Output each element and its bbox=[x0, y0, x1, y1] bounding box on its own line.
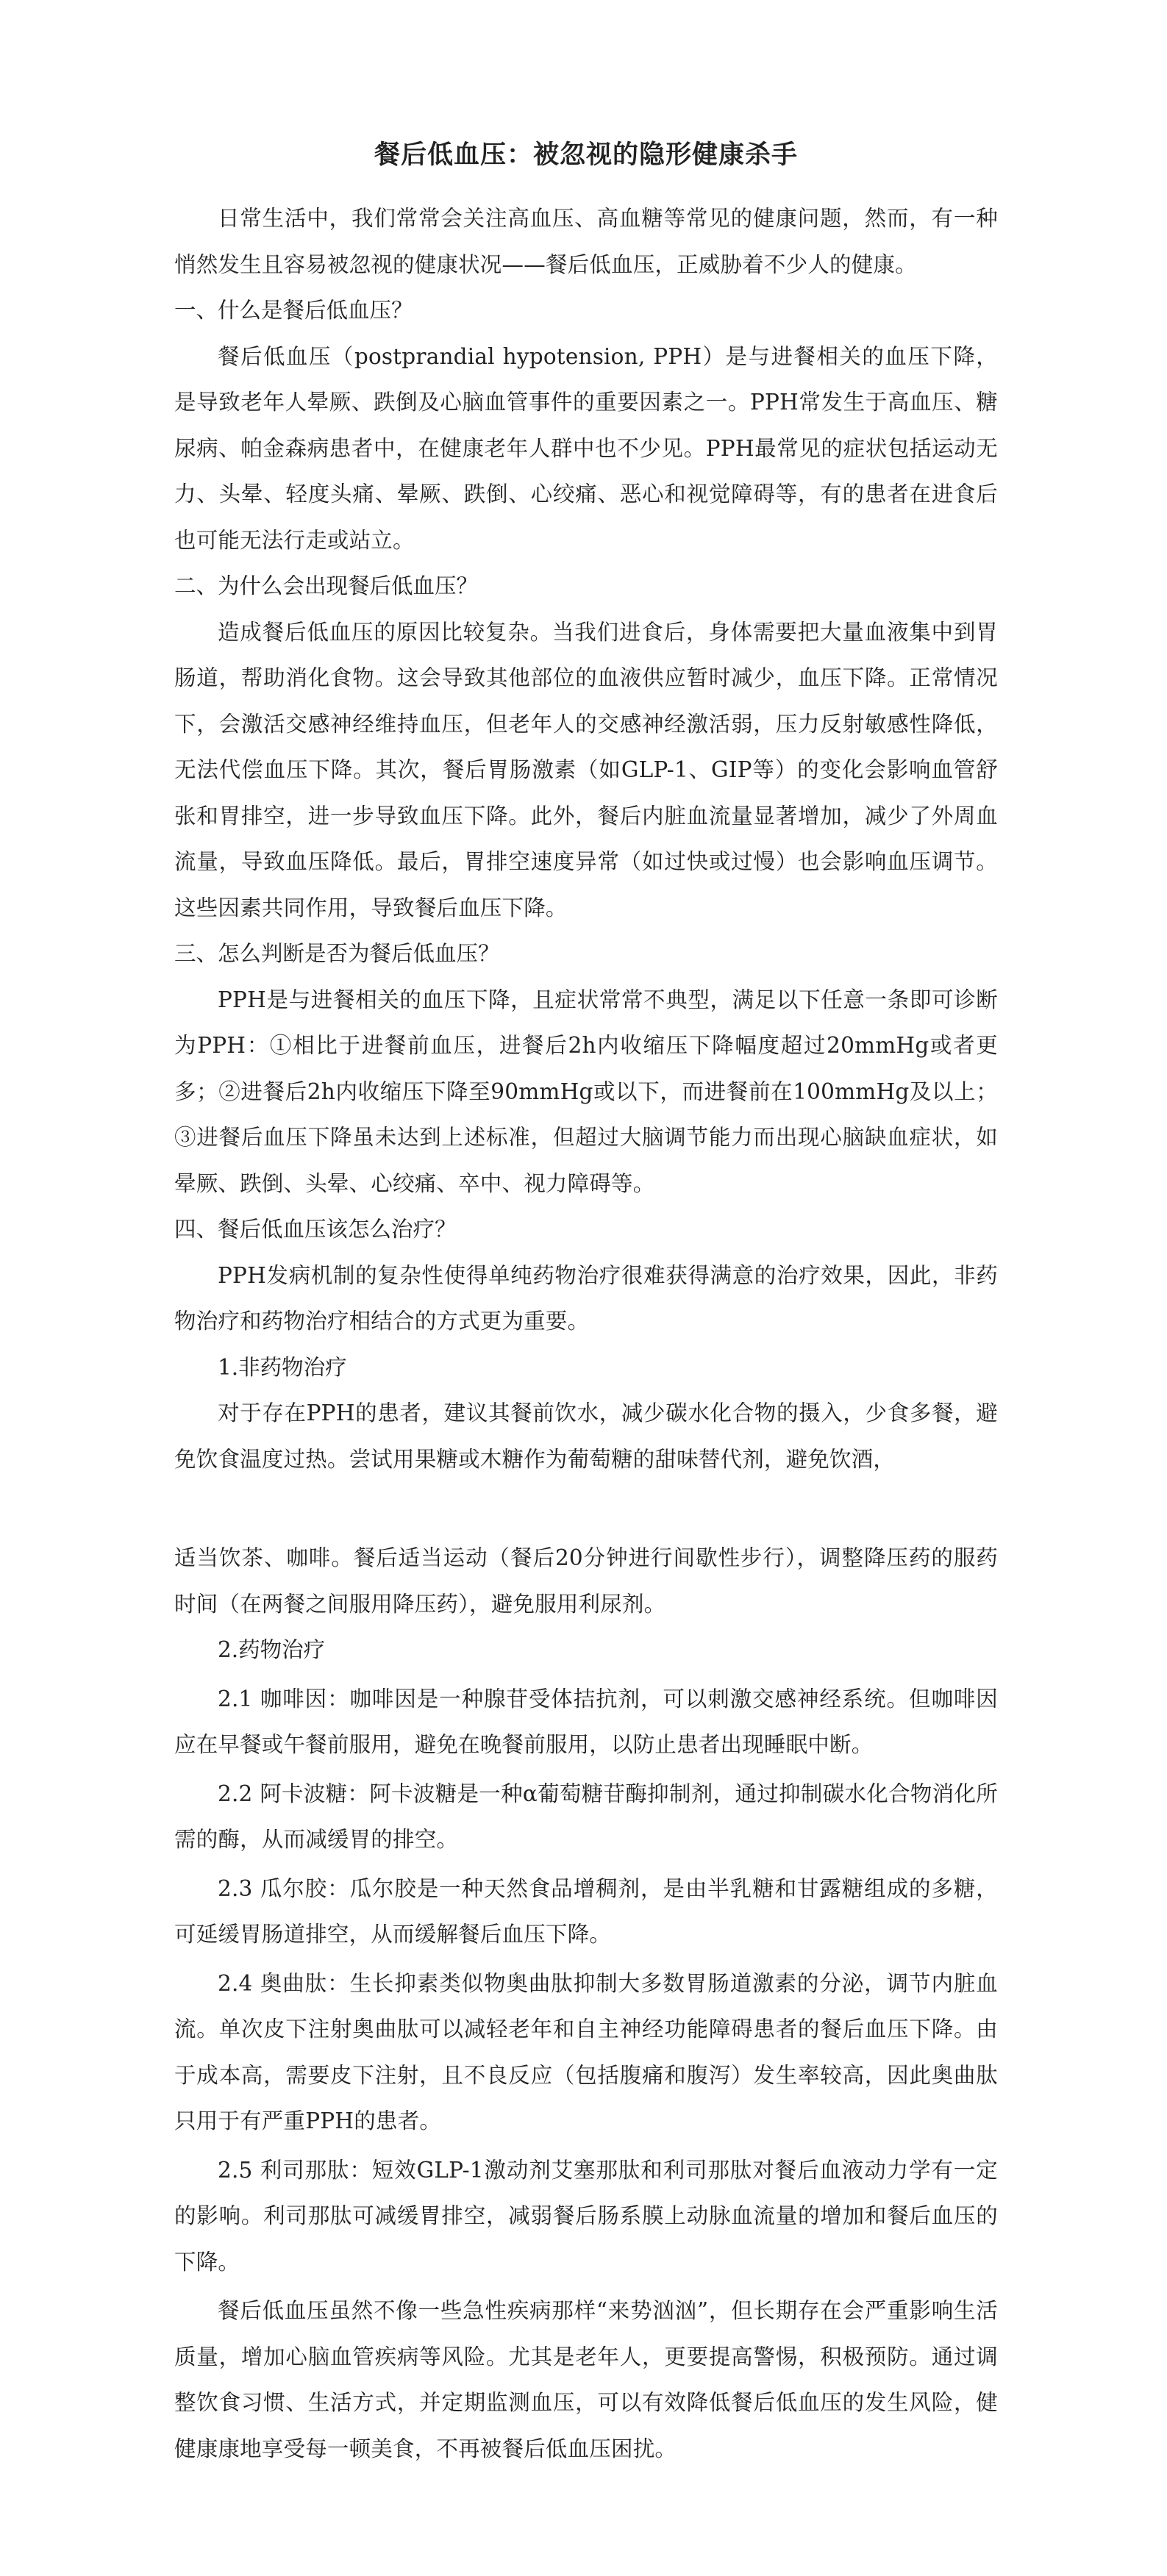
section-3-paragraph: PPH是与进餐相关的血压下降，且症状常常不典型，满足以下任意一条即可诊断为PPH：①相比于进餐前血压，进餐后2h内收缩压下降幅度超过20mmHg或者更多；②进餐后2h内收缩压下降至90mmHg或以下，而进餐前在100mmHg及以上；③进餐后血压下降虽未达到上述标准，但超过大脑调节能力而出现心脑缺血症状，如晕厥、跌倒、头晕、心绞痛、卒中、视力障碍等。 bbox=[174, 987, 998, 1196]
drug-item-lixisenatide: 2.5 利司那肽：短效GLP-1激动剂艾塞那肽和利司那肽对餐后血液动力学有一定的影响。利司那肽可减缓胃排空，减弱餐后肠系膜上动脉血流量的增加和餐后血压的下降。 bbox=[174, 2157, 998, 2275]
article-title: 餐后低血压：被忽视的隐形健康杀手 bbox=[374, 140, 798, 170]
section-1-paragraph: 餐后低血压（postprandial hypotension, PPH）是与进餐相关的血压下降，是导致老年人晕厥、跌倒及心脑血管事件的重要因素之一。PPH常发生于高血压、糖尿病、帕金森病患者中，在健康老年人群中也不少见。PPH最常见的症状包括运动无力、头晕、轻度头痛、晕厥、跌倒、心绞痛、恶心和视觉障碍等，有的患者在进食后也可能无法行走或站立。 bbox=[174, 343, 998, 553]
conclusion-paragraph: 餐后低血压虽然不像一些急性疾病那样“来势汹汹”，但长期存在会严重影响生活质量，增加心脑血管疾病等风险。尤其是老年人，更要提高警惕，积极预防。通过调整饮食习惯、生活方式，并定期监测血压，可以有效降低餐后低血压的发生风险，健健康康地享受每一顿美食，不再被餐后低血压困扰。 bbox=[174, 2298, 998, 2461]
subsection-heading-non-drug: 1.非药物治疗 bbox=[218, 1354, 347, 1380]
section-heading-2: 二、为什么会出现餐后低血压？ bbox=[174, 573, 479, 598]
section-heading-1: 一、什么是餐后低血压？ bbox=[174, 298, 413, 323]
section-2-paragraph: 造成餐后低血压的原因比较复杂。当我们进食后，身体需要把大量血液集中到胃肠道，帮助消化食物。这会导致其他部位的血液供应暂时减少，血压下降。正常情况下，会激活交感神经维持血压，但老年人的交感神经激活弱，压力反射敏感性降低，无法代偿血压下降。其次，餐后胃肠激素（如GLP-1、GIP等）的变化会影响血管舒张和胃排空，进一步导致血压下降。此外，餐后内脏血流量显著增加，减少了外周血流量，导致血压降低。最后，胃排空速度异常（如过快或过慢）也会影响血压调节。这些因素共同作用，导致餐后血压下降。 bbox=[174, 619, 998, 920]
non-drug-paragraph-part-1: 对于存在PPH的患者，建议其餐前饮水，减少碳水化合物的摄入，少食多餐，避免饮食温度过热。尝试用果糖或木糖作为葡萄糖的甜味替代剂，避免饮酒， bbox=[174, 1400, 998, 1472]
drug-item-caffeine: 2.1 咖啡因：咖啡因是一种腺苷受体拮抗剂，可以刺激交感神经系统。但咖啡因应在早餐或午餐前服用，避免在晚餐前服用，以防止患者出现睡眠中断。 bbox=[174, 1686, 998, 1757]
section-heading-4: 四、餐后低血压该怎么治疗？ bbox=[174, 1217, 457, 1242]
subsection-heading-drug: 2.药物治疗 bbox=[218, 1637, 326, 1662]
section-heading-3: 三、怎么判断是否为餐后低血压？ bbox=[174, 941, 500, 966]
drug-item-octreotide: 2.4 奥曲肽：生长抑素类似物奥曲肽抑制大多数胃肠道激素的分泌，调节内脏血流。单次皮下注射奥曲肽可以减轻老年和自主神经功能障碍患者的餐后血压下降。由于成本高，需要皮下注射，且不良反应（包括腹痛和腹泻）发生率较高，因此奥曲肽只用于有严重PPH的患者。 bbox=[174, 1970, 998, 2133]
article bbox=[174, 132, 998, 2472]
drug-item-guar-gum: 2.3 瓜尔胶：瓜尔胶是一种天然食品增稠剂，是由半乳糖和甘露糖组成的多糖，可延缓胃肠道排空，从而缓解餐后血压下降。 bbox=[174, 1875, 998, 1947]
drug-item-acarbose: 2.2 阿卡波糖：阿卡波糖是一种α葡萄糖苷酶抑制剂，通过抑制碳水化合物消化所需的酶，从而减缓胃的排空。 bbox=[174, 1781, 998, 1852]
non-drug-paragraph-part-2: 适当饮茶、咖啡。餐后适当运动（餐后20分钟进行间歇性步行），调整降压药的服药时间（在两餐之间服用降压药），避免服用利尿剂。 bbox=[174, 1545, 998, 1617]
intro-paragraph: 日常生活中，我们常常会关注高血压、高血糖等常见的健康问题，然而，有一种悄然发生且容易被忽视的健康状况——餐后低血压，正威胁着不少人的健康。 bbox=[174, 206, 998, 277]
page-break-gap bbox=[174, 1482, 998, 1535]
section-4-paragraph: PPH发病机制的复杂性使得单纯药物治疗很难获得满意的治疗效果，因此，非药物治疗和药物治疗相结合的方式更为重要。 bbox=[174, 1262, 998, 1334]
